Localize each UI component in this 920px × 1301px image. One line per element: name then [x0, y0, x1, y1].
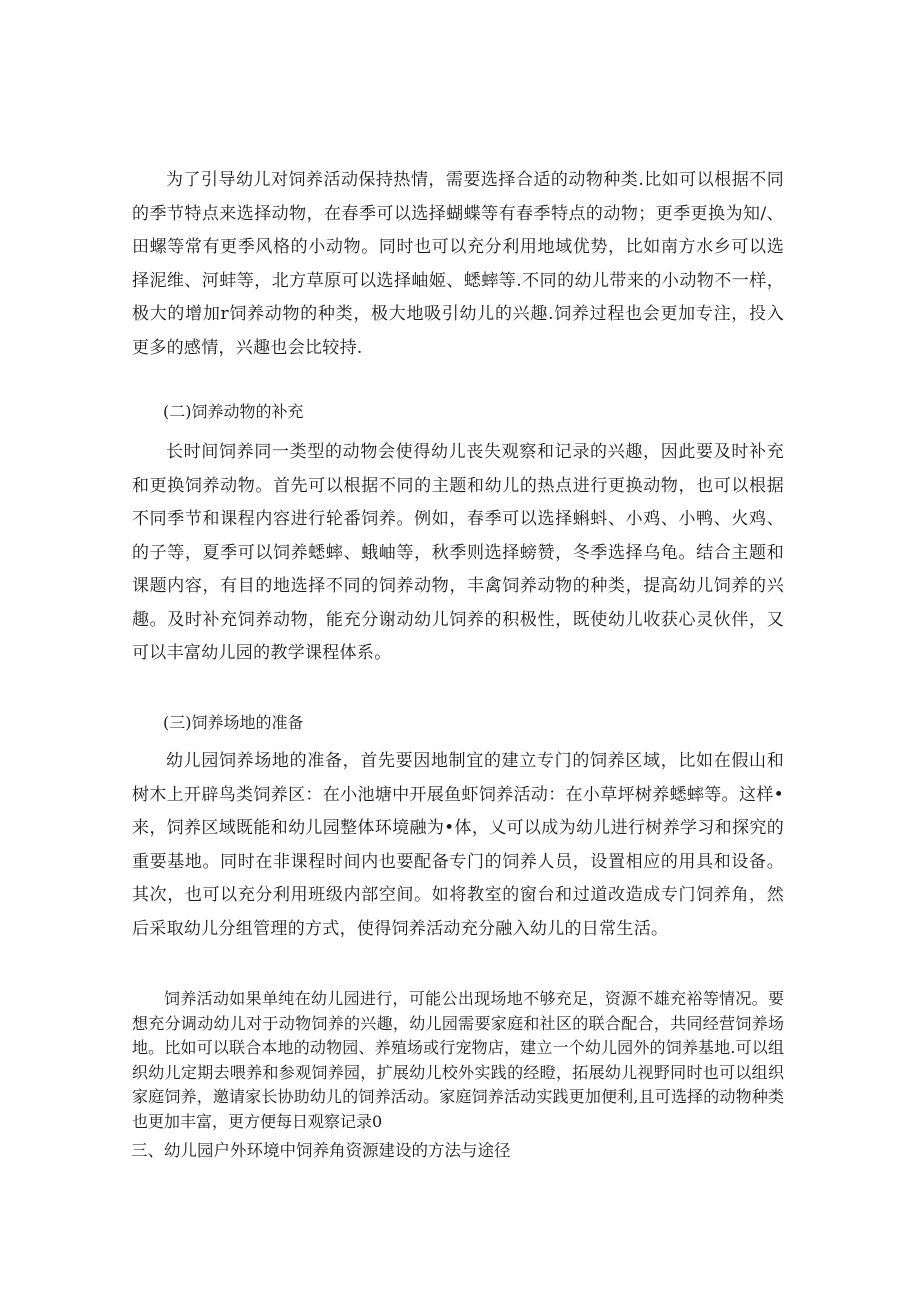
paragraph-animal-supplement: 长时间饲养同一类型的动物会使得幼儿丧失观察和记录的兴趣，因此要及时补充和更换饲养动物。首先可以根据不同的主题和幼儿的热点进行更换动物，也可以根据不同季节和课程内容进行轮番饲养。例如，春季可以选择蝌蚪、小鸡、小鸭、火鸡、的子等，夏季可以饲养蟋蟀、蛾岫等，秋季则选择螃赞，冬季选择乌龟。结合主题和课题内容，有目的地选择不同的饲养动物，丰禽饲养动物的种类，提高幼儿饲养的兴趣。及时补充饲养动物，能充分谢动幼儿饲养的积极性，既使幼儿收获心灵伙伴，又可以丰富幼儿园的教学课程体系。 — [132, 442, 784, 663]
heading-animal-supplement: (二)饲养动物的补充 — [163, 402, 304, 421]
paragraph-site-preparation: 幼儿园饲养场地的准备，首先要因地制宜的建立专门的饲养区域，比如在假山和树木上开辟鸟类饲养区：在小池塘中开展鱼虾饲养活动：在小草坪树养蟋蟀等。这样•来，饲养区域既能和幼儿园整体环境融为•体，乂可以成为幼儿进行树养学习和探究的重要基地。同时在非课程时间内也要配备专门的饲养人员，设置相应的用具和设备。其次，也可以充分利用班级内部空间。如将教室的窗台和过道改造成专门饲养角，然后采取幼儿分组管理的方式，使得饲养活动充分融入幼儿的日常生活。 — [132, 751, 784, 939]
paragraph-animal-selection: 为了引导幼儿对饲养活动保持热情，需要选择合适的动物种类.比如可以根据不同的季节特点来选择动物，在春季可以选择蝴蝶等有春季特点的动物；更季更换为知/、田螺等常有更季风格的小动物。同时也可以充分利用地域优势，比如南方水乡可以选择泥维、河蚌等，北方草原可以选择岫姬、蟋蟀等.不同的幼儿带来的小动物不一样，极大的增加r饲养动物的种类，极大地吸引幼儿的兴趣.饲养过程也会更加专注，投入更多的感情，兴趣也会比较持. — [132, 170, 784, 358]
section-title-three: 三、幼儿园户外环境中饲养角资源建设的方法与途径 — [131, 1141, 511, 1160]
heading-site-preparation: (三)饲养场地的准备 — [163, 713, 304, 732]
paragraph-family-community: 饲养活动如果单纯在幼儿园进行，可能公出现场地不够充足，资源不雄充裕等情况。要想充分调动幼儿对于动物饲养的兴趣，幼儿园需要家庭和社区的联合配合，共同经营饲养场地。比如可以联合本地的动物园、养殖场或行宠物店，建立一个幼儿园外的饲养基地.可以组织幼儿定期去喂养和参观饲养园，扩展幼儿校外实践的经瞪，拓展幼儿视野同时也可以组织家庭饲养，邀请家长协助幼儿的饲养活动。家庭饲养活动实践更加便利,且可选择的动物种类也更加丰富，更方便每日观察记录0 — [132, 989, 784, 1131]
